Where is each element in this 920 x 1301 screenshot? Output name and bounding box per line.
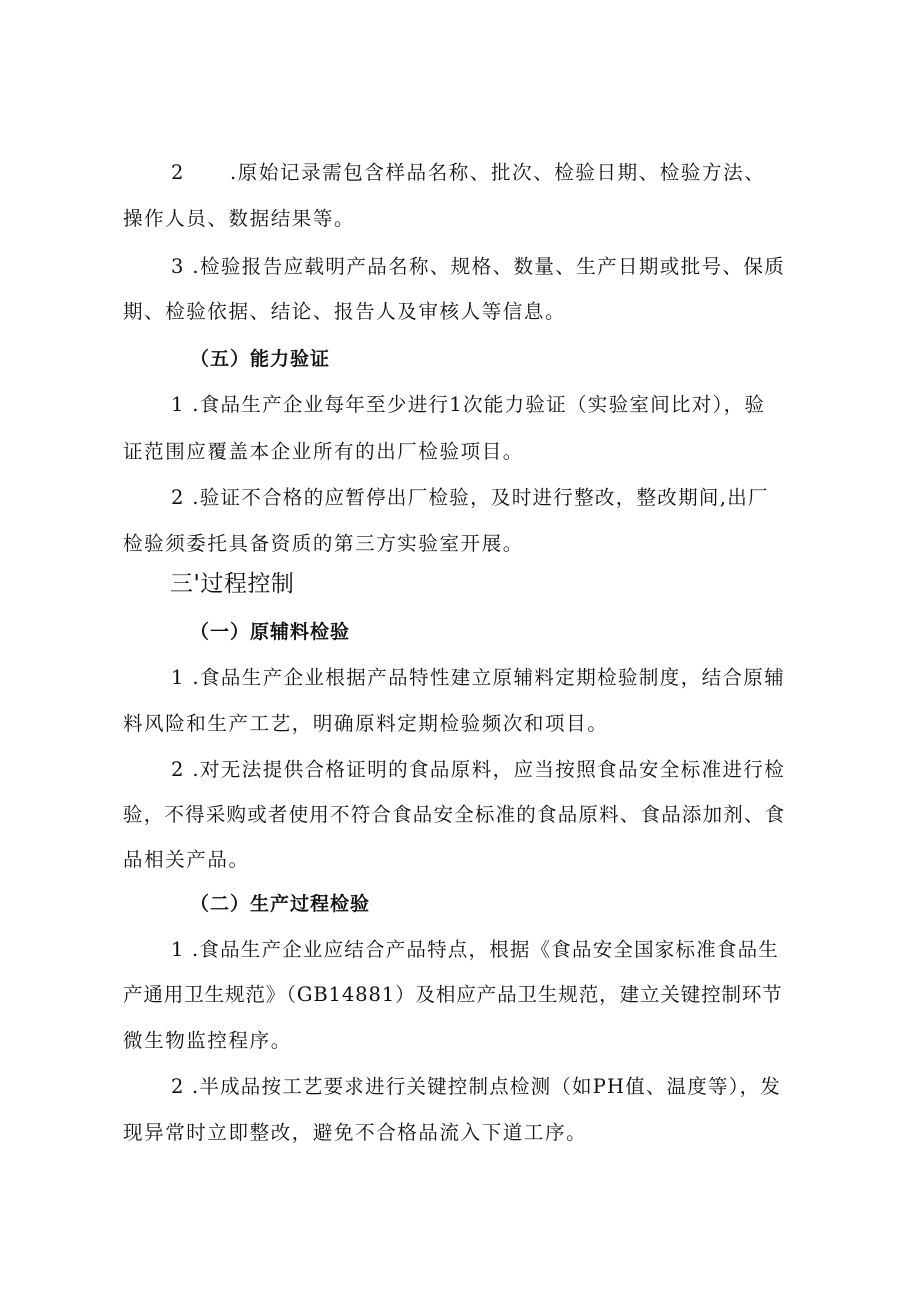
subsection-5-item-2-line-2: 检验须委托具备资质的第三方实验室开展。: [123, 532, 524, 555]
paragraph-3-line-1: 3 .检验报告应载明产品名称、规格、数量、生产日期或批号、保质: [171, 255, 786, 278]
subsection-2-item-2-line-1: 2 .半成品按工艺要求进行关键控制点检测（如PH值、温度等），发: [171, 1075, 782, 1098]
subsection-1-item-2-line-2: 验，不得采购或者使用不符合食品安全标准的食品原料、食品添加剂、食: [123, 803, 786, 826]
paragraph-2-line-1: .原始记录需包含样品名称、批次、检验日期、检验方法、: [230, 161, 766, 184]
subsection-2-item-1-line-1: 1 .食品生产企业应结合产品特点，根据《食品安全国家标准食品生: [171, 938, 780, 961]
subsection-5-heading: （五）能力验证: [190, 348, 331, 370]
paragraph-2-number: 2: [171, 161, 186, 184]
subsection-5-item-2-line-1: 2 .验证不合格的应暂停出厂检验，及时进行整改，整改期间,出厂: [171, 486, 769, 509]
subsection-2-item-1-line-2: 产通用卫生规范》（GB14881）及相应产品卫生规范，建立关键控制环节: [123, 983, 783, 1006]
subsection-2-heading: （二）生产过程检验: [190, 893, 371, 915]
section-3-heading: 三'过程控制: [170, 571, 295, 597]
paragraph-2-line-2: 操作人员、数据结果等。: [123, 207, 356, 230]
subsection-5-item-1-line-2: 证范围应覆盖本企业所有的出厂检验项目。: [123, 440, 524, 463]
subsection-1-heading: （一）原辅料检验: [190, 621, 351, 643]
subsection-1-item-2-line-3: 品相关产品。: [123, 848, 250, 871]
paragraph-3-line-2: 期、检验依据、结论、报告人及审核人等信息。: [123, 300, 567, 323]
subsection-2-item-2-line-2: 现异常时立即整改，避免不合格品流入下道工序。: [123, 1121, 588, 1144]
subsection-5-item-1-line-1: 1 .食品生产企业每年至少进行1次能力验证（实验室间比对），验: [171, 393, 766, 416]
subsection-2-item-1-line-3: 微生物监控程序。: [123, 1029, 292, 1052]
subsection-1-item-1-line-2: 料风险和生产工艺，明确原料定期检验频次和项目。: [123, 712, 609, 735]
subsection-1-item-1-line-1: 1 .食品生产企业根据产品特性建立原辅料定期检验制度，结合原辅: [171, 666, 786, 689]
subsection-1-item-2-line-1: 2 .对无法提供合格证明的食品原料，应当按照食品安全标准进行检: [171, 758, 786, 781]
